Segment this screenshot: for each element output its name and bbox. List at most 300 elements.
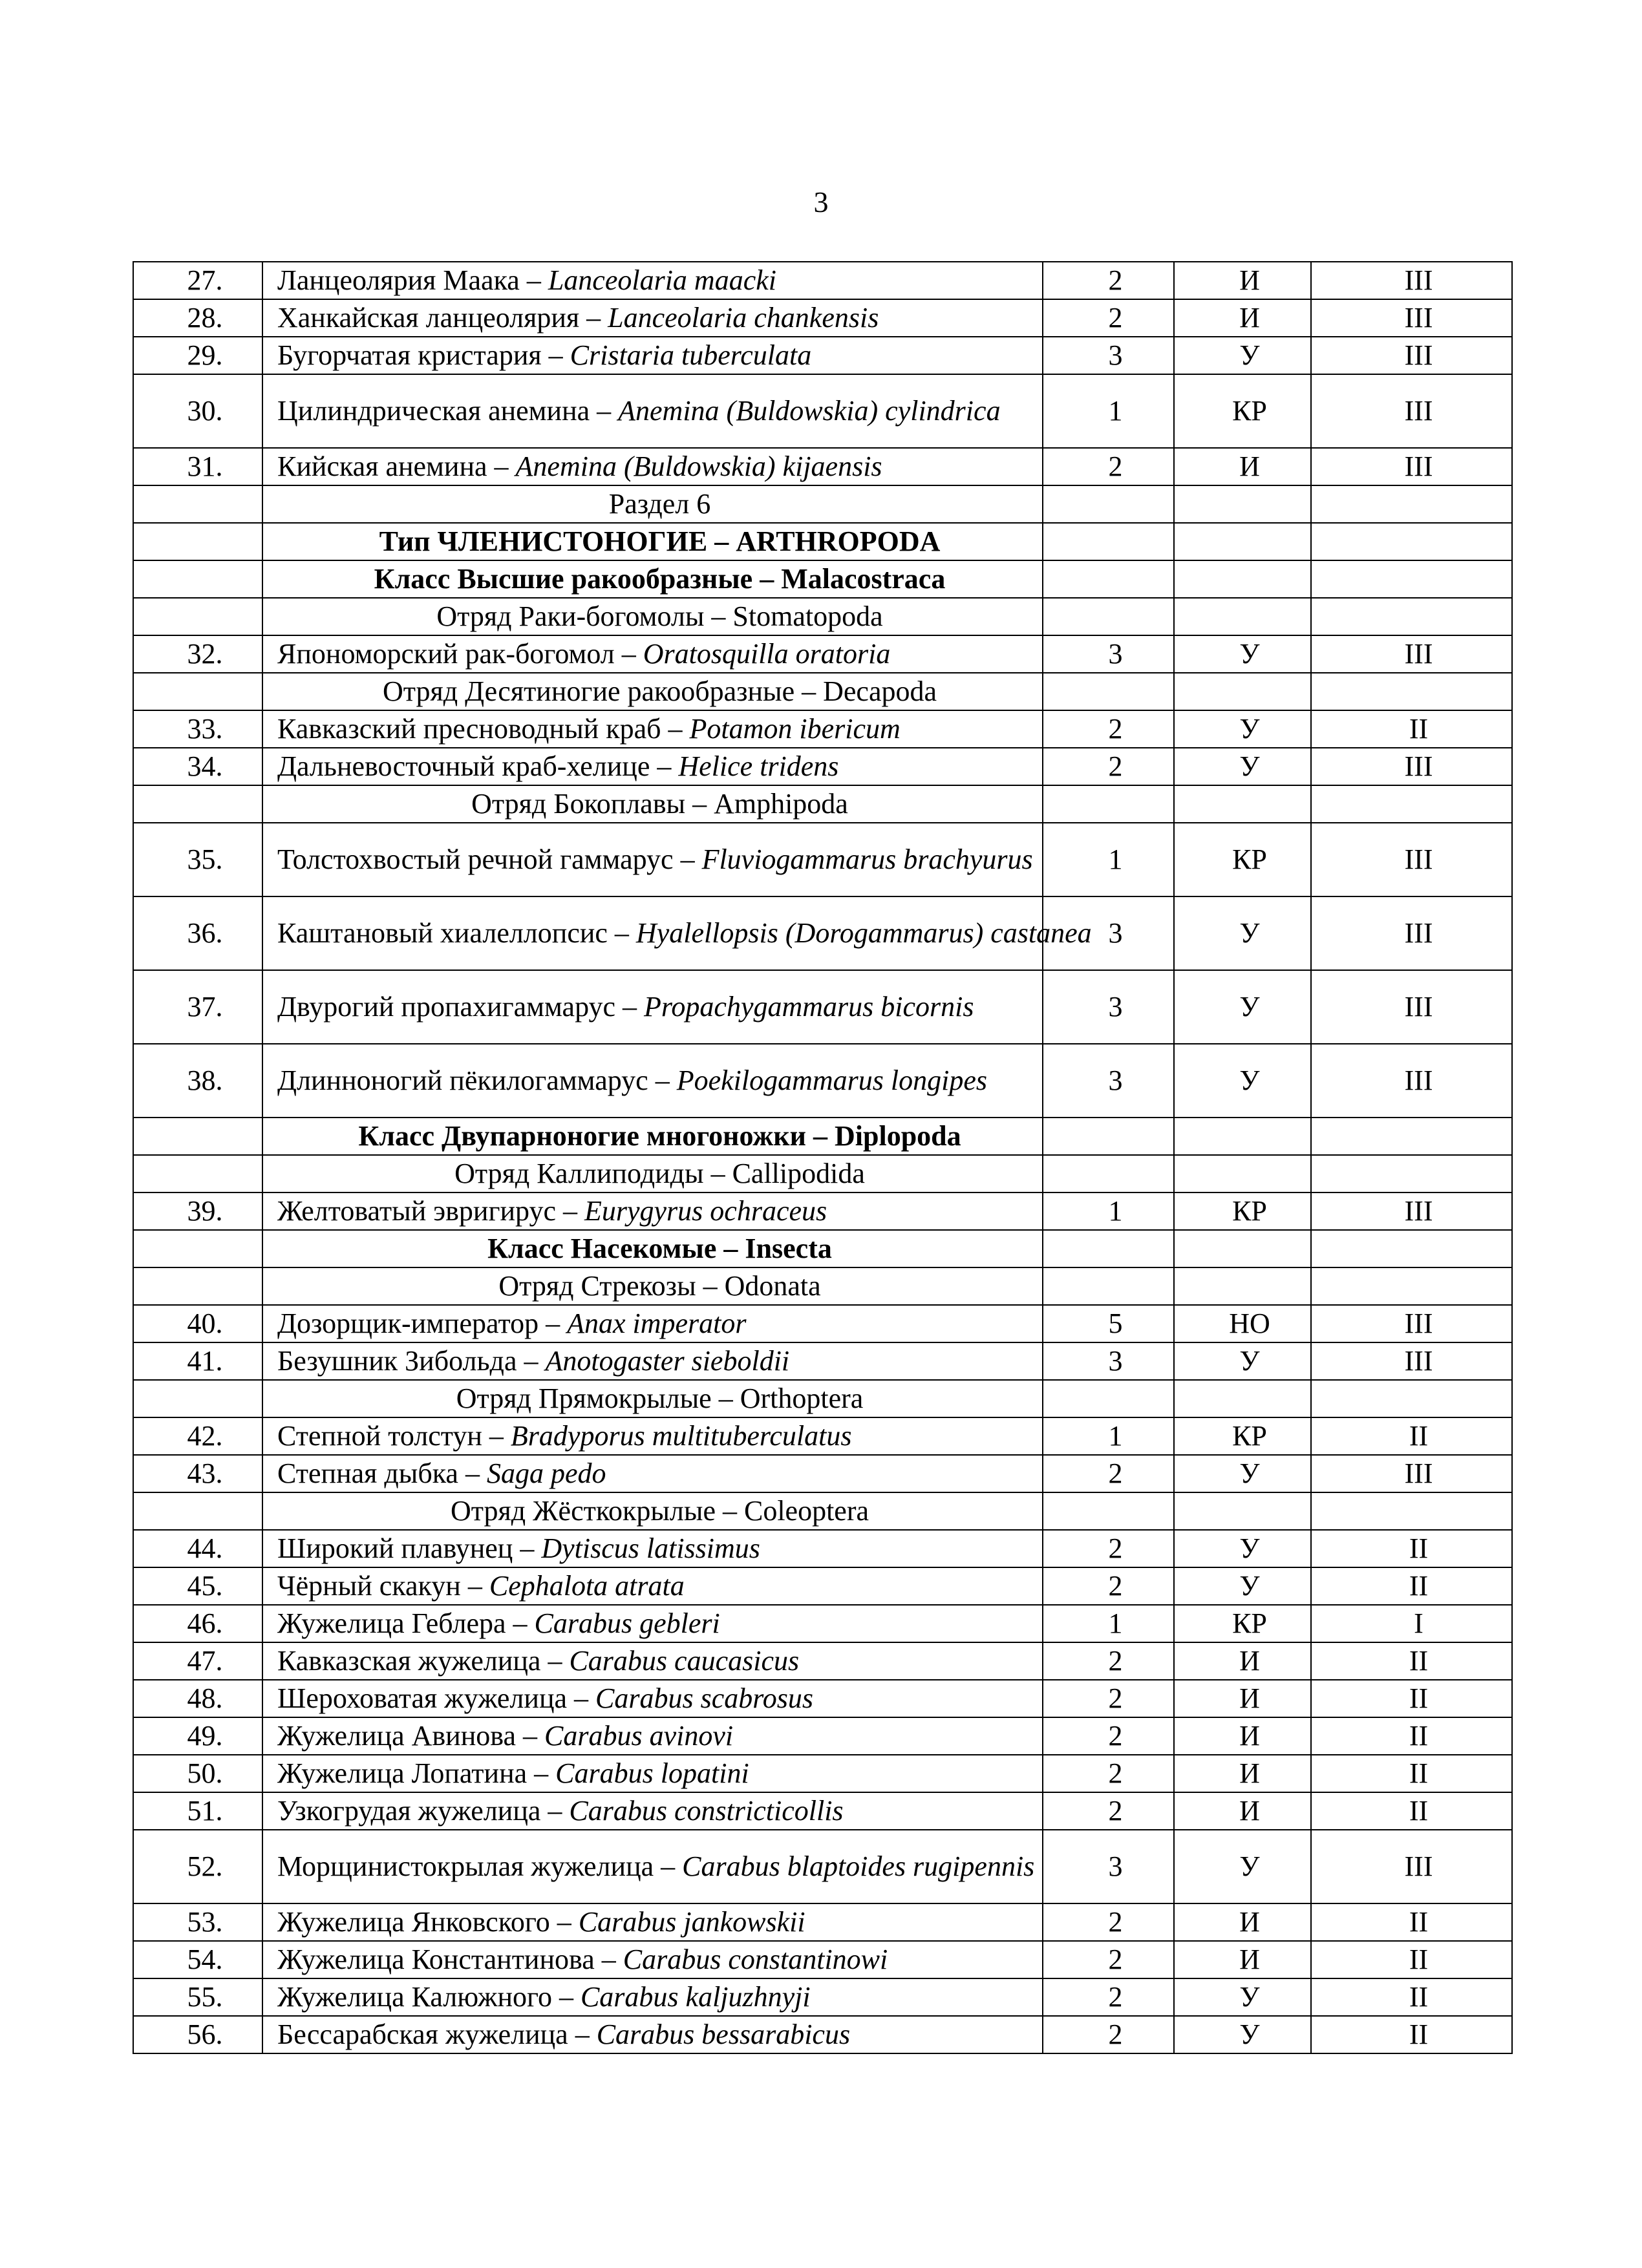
- row-number: 49.: [133, 1717, 262, 1755]
- species-name: [262, 1455, 1043, 1492]
- rarity-category: 3: [1043, 1830, 1174, 1903]
- empty-cell: [1043, 598, 1174, 635]
- empty-cell: [1311, 1267, 1512, 1305]
- protection-level: II: [1311, 1680, 1512, 1717]
- species-latin-name: Lanceolaria chankensis: [608, 302, 879, 334]
- status-code: И: [1174, 1792, 1311, 1830]
- species-latin-name: Carabus lopatini: [555, 1757, 749, 1789]
- species-russian-name: Жужелица Авинова –: [277, 1720, 544, 1752]
- protection-level: II: [1311, 1567, 1512, 1605]
- protection-level: III: [1311, 970, 1512, 1044]
- species-latin-name: Carabus caucasicus: [569, 1645, 800, 1677]
- empty-cell: [1043, 1155, 1174, 1192]
- species-name: [262, 337, 1043, 374]
- species-row: [133, 1342, 1512, 1380]
- rarity-category: 1: [1043, 823, 1174, 896]
- species-name: [262, 635, 1043, 673]
- rarity-category: 2: [1043, 1567, 1174, 1605]
- species-russian-name: Жужелица Калюжного –: [277, 1981, 581, 2013]
- rarity-category: 2: [1043, 710, 1174, 748]
- empty-cell: [1174, 785, 1311, 823]
- status-code: КР: [1174, 1605, 1311, 1642]
- species-name: [262, 1530, 1043, 1567]
- status-code: У: [1174, 1530, 1311, 1567]
- species-russian-name: Степной толстун –: [277, 1420, 511, 1452]
- species-latin-name: Eurygyrus ochraceus: [584, 1195, 827, 1227]
- species-latin-name: Lanceolaria maacki: [548, 264, 776, 296]
- species-russian-name: Кавказская жужелица –: [277, 1645, 570, 1677]
- species-russian-name: Степная дыбка –: [277, 1457, 487, 1489]
- empty-cell: [133, 1380, 262, 1417]
- species-latin-name: Saga pedo: [486, 1457, 606, 1489]
- species-name: [262, 1978, 1043, 2016]
- species-table-body: [133, 262, 1512, 2053]
- species-russian-name: Безушник Зибольда –: [277, 1345, 546, 1377]
- species-russian-name: Жужелица Янковского –: [277, 1906, 579, 1938]
- section-heading-row: [133, 1267, 1512, 1305]
- status-code: КР: [1174, 1192, 1311, 1230]
- rarity-category: 3: [1043, 337, 1174, 374]
- species-row: [133, 337, 1512, 374]
- species-name: [262, 1342, 1043, 1380]
- row-number: 31.: [133, 448, 262, 485]
- species-row: [133, 374, 1512, 448]
- protection-level: II: [1311, 1717, 1512, 1755]
- species-name: [262, 1305, 1043, 1342]
- empty-cell: [1174, 673, 1311, 710]
- species-row: [133, 1717, 1512, 1755]
- row-number: 43.: [133, 1455, 262, 1492]
- species-row: [133, 1305, 1512, 1342]
- species-russian-name: Цилиндрическая анемина –: [277, 395, 619, 427]
- species-row: [133, 448, 1512, 485]
- row-number: 41.: [133, 1342, 262, 1380]
- species-row: [133, 1530, 1512, 1567]
- species-russian-name: Япономорский рак-богомол –: [277, 638, 643, 670]
- empty-cell: [1043, 1267, 1174, 1305]
- section-heading: Отряд Каллиподиды – Callipodida: [262, 1155, 1043, 1192]
- species-name: [262, 1903, 1043, 1941]
- species-russian-name: Ланцеолярия Маака –: [277, 264, 548, 296]
- status-code: И: [1174, 1903, 1311, 1941]
- row-number: 39.: [133, 1192, 262, 1230]
- empty-cell: [1311, 1155, 1512, 1192]
- empty-cell: [1043, 1492, 1174, 1530]
- species-latin-name: Propachygammarus bicornis: [644, 991, 974, 1023]
- species-row: [133, 2016, 1512, 2053]
- species-latin-name: Carabus avinovi: [544, 1720, 734, 1752]
- species-name: [262, 1941, 1043, 1978]
- status-code: И: [1174, 1941, 1311, 1978]
- protection-level: I: [1311, 1605, 1512, 1642]
- protection-level: III: [1311, 748, 1512, 785]
- section-heading: Отряд Раки-богомолы – Stomatopoda: [262, 598, 1043, 635]
- row-number: 35.: [133, 823, 262, 896]
- rarity-category: 3: [1043, 896, 1174, 970]
- species-latin-name: Anemina (Buldowskia) cylindrica: [618, 395, 1001, 427]
- protection-level: III: [1311, 1342, 1512, 1380]
- status-code: И: [1174, 1755, 1311, 1792]
- row-number: 40.: [133, 1305, 262, 1342]
- section-heading-row: [133, 523, 1512, 560]
- row-number: 38.: [133, 1044, 262, 1118]
- empty-cell: [1311, 560, 1512, 598]
- protection-level: II: [1311, 1978, 1512, 2016]
- species-latin-name: Bradyporus multituberculatus: [510, 1420, 852, 1452]
- species-row: [133, 1455, 1512, 1492]
- rarity-category: 1: [1043, 1417, 1174, 1455]
- status-code: И: [1174, 1717, 1311, 1755]
- row-number: 33.: [133, 710, 262, 748]
- status-code: КР: [1174, 823, 1311, 896]
- section-heading: Отряд Десятиногие ракообразные – Decapoda: [262, 673, 1043, 710]
- section-heading: Раздел 6: [262, 485, 1043, 523]
- status-code: И: [1174, 299, 1311, 337]
- row-number: 55.: [133, 1978, 262, 2016]
- section-heading-row: [133, 560, 1512, 598]
- rarity-category: 3: [1043, 635, 1174, 673]
- species-russian-name: Длинноногий пёкилогаммарус –: [277, 1065, 677, 1096]
- rarity-category: 2: [1043, 1717, 1174, 1755]
- rarity-category: 2: [1043, 1642, 1174, 1680]
- protection-level: II: [1311, 1530, 1512, 1567]
- species-latin-name: Anotogaster sieboldii: [545, 1345, 790, 1377]
- species-name: [262, 1642, 1043, 1680]
- row-number: 47.: [133, 1642, 262, 1680]
- status-code: У: [1174, 1978, 1311, 2016]
- section-heading-row: [133, 485, 1512, 523]
- species-name: [262, 1830, 1043, 1903]
- status-code: И: [1174, 262, 1311, 299]
- status-code: У: [1174, 1830, 1311, 1903]
- empty-cell: [1174, 1118, 1311, 1155]
- empty-cell: [1043, 523, 1174, 560]
- protection-level: III: [1311, 448, 1512, 485]
- protection-level: III: [1311, 1305, 1512, 1342]
- species-russian-name: Чёрный скакун –: [277, 1570, 489, 1602]
- empty-cell: [1311, 673, 1512, 710]
- empty-cell: [133, 560, 262, 598]
- rarity-category: 2: [1043, 748, 1174, 785]
- rarity-category: 1: [1043, 374, 1174, 448]
- protection-level: III: [1311, 1192, 1512, 1230]
- status-code: И: [1174, 1642, 1311, 1680]
- species-russian-name: Шероховатая жужелица –: [277, 1682, 596, 1714]
- species-row: [133, 262, 1512, 299]
- empty-cell: [133, 1492, 262, 1530]
- empty-cell: [1311, 523, 1512, 560]
- section-heading: Отряд Жёсткокрылые – Coleoptera: [262, 1492, 1043, 1530]
- row-number: 44.: [133, 1530, 262, 1567]
- species-row: [133, 1192, 1512, 1230]
- empty-cell: [1174, 523, 1311, 560]
- species-name: [262, 1192, 1043, 1230]
- protection-level: III: [1311, 1830, 1512, 1903]
- section-heading: Отряд Прямокрылые – Orthoptera: [262, 1380, 1043, 1417]
- species-russian-name: Желтоватый эвригирус –: [277, 1195, 584, 1227]
- row-number: 56.: [133, 2016, 262, 2053]
- rarity-category: 3: [1043, 1342, 1174, 1380]
- protection-level: III: [1311, 1044, 1512, 1118]
- species-row: [133, 710, 1512, 748]
- rarity-category: 2: [1043, 1680, 1174, 1717]
- row-number: 32.: [133, 635, 262, 673]
- species-name: [262, 1044, 1043, 1118]
- section-heading-row: [133, 673, 1512, 710]
- species-name: [262, 448, 1043, 485]
- status-code: У: [1174, 2016, 1311, 2053]
- row-number: 27.: [133, 262, 262, 299]
- species-name: [262, 896, 1092, 970]
- rarity-category: 2: [1043, 448, 1174, 485]
- protection-level: III: [1311, 635, 1512, 673]
- species-row: [133, 1605, 1512, 1642]
- empty-cell: [1311, 1380, 1512, 1417]
- protection-level: II: [1311, 2016, 1512, 2053]
- protection-level: III: [1311, 896, 1512, 970]
- status-code: НО: [1174, 1305, 1311, 1342]
- species-latin-name: Anemina (Buldowskia) kijaensis: [515, 450, 882, 482]
- species-row: [133, 1903, 1512, 1941]
- row-number: 42.: [133, 1417, 262, 1455]
- empty-cell: [1174, 1230, 1311, 1267]
- rarity-category: 2: [1043, 1455, 1174, 1492]
- protection-level: II: [1311, 710, 1512, 748]
- species-latin-name: Carabus jankowskii: [578, 1906, 805, 1938]
- rarity-category: 2: [1043, 1792, 1174, 1830]
- species-row: [133, 1792, 1512, 1830]
- empty-cell: [133, 785, 262, 823]
- section-heading-row: [133, 1118, 1512, 1155]
- status-code: У: [1174, 970, 1311, 1044]
- rarity-category: 2: [1043, 1755, 1174, 1792]
- section-heading-row: [133, 598, 1512, 635]
- section-heading: Класс Насекомые – Insecta: [262, 1230, 1043, 1267]
- rarity-category: 2: [1043, 299, 1174, 337]
- species-russian-name: Жужелица Геблера –: [277, 1607, 535, 1639]
- empty-cell: [1174, 1492, 1311, 1530]
- protection-level: III: [1311, 262, 1512, 299]
- empty-cell: [133, 673, 262, 710]
- status-code: КР: [1174, 374, 1311, 448]
- rarity-category: 2: [1043, 1941, 1174, 1978]
- species-latin-name: Carabus gebleri: [534, 1607, 720, 1639]
- section-heading: Тип ЧЛЕНИСТОНОГИЕ – ARTHROPODA: [262, 523, 1043, 560]
- species-name: [262, 1792, 1043, 1830]
- species-row: [133, 1978, 1512, 2016]
- species-latin-name: Carabus scabrosus: [595, 1682, 813, 1714]
- row-number: 29.: [133, 337, 262, 374]
- species-table: [133, 261, 1513, 2054]
- species-russian-name: Кавказский пресноводный краб –: [277, 713, 690, 745]
- empty-cell: [1311, 1230, 1512, 1267]
- empty-cell: [1311, 785, 1512, 823]
- section-heading-row: [133, 1230, 1512, 1267]
- protection-level: III: [1311, 1455, 1512, 1492]
- section-heading: Класс Двупарноногие многоножки – Diplopoda: [262, 1118, 1043, 1155]
- row-number: 46.: [133, 1605, 262, 1642]
- species-row: [133, 1680, 1512, 1717]
- species-latin-name: Hyalellopsis (Dorogammarus) castanea: [635, 917, 1092, 949]
- status-code: У: [1174, 1342, 1311, 1380]
- protection-level: III: [1311, 374, 1512, 448]
- species-russian-name: Широкий плавунец –: [277, 1532, 542, 1564]
- species-russian-name: Каштановый хиалеллопсис –: [277, 917, 636, 949]
- section-heading: Класс Высшие ракообразные – Malacostraca: [262, 560, 1043, 598]
- species-latin-name: Carabus constricticollis: [569, 1795, 844, 1827]
- species-name: [262, 1417, 1043, 1455]
- empty-cell: [1174, 1267, 1311, 1305]
- species-row: [133, 748, 1512, 785]
- protection-level: II: [1311, 1792, 1512, 1830]
- status-code: КР: [1174, 1417, 1311, 1455]
- rarity-category: 2: [1043, 1978, 1174, 2016]
- section-heading: Отряд Стрекозы – Odonata: [262, 1267, 1043, 1305]
- section-heading-row: [133, 1155, 1512, 1192]
- empty-cell: [133, 1267, 262, 1305]
- species-latin-name: Poekilogammarus longipes: [676, 1065, 987, 1096]
- species-row: [133, 970, 1512, 1044]
- row-number: 48.: [133, 1680, 262, 1717]
- species-latin-name: Helice tridens: [678, 750, 839, 782]
- species-russian-name: Дозорщик-император –: [277, 1308, 568, 1339]
- status-code: У: [1174, 337, 1311, 374]
- protection-level: II: [1311, 1941, 1512, 1978]
- empty-cell: [1311, 485, 1512, 523]
- species-russian-name: Бессарабская жужелица –: [277, 2019, 597, 2050]
- species-russian-name: Жужелица Лопатина –: [277, 1757, 556, 1789]
- species-name: [262, 1567, 1043, 1605]
- status-code: У: [1174, 635, 1311, 673]
- protection-level: III: [1311, 823, 1512, 896]
- species-name: [262, 823, 1043, 896]
- empty-cell: [1043, 1230, 1174, 1267]
- row-number: 45.: [133, 1567, 262, 1605]
- species-name: [262, 1755, 1043, 1792]
- species-russian-name: Двурогий пропахигаммарус –: [277, 991, 645, 1023]
- row-number: 51.: [133, 1792, 262, 1830]
- rarity-category: 1: [1043, 1605, 1174, 1642]
- species-russian-name: Жужелица Константинова –: [277, 1944, 623, 1975]
- rarity-category: 5: [1043, 1305, 1174, 1342]
- species-row: [133, 1830, 1512, 1903]
- protection-level: II: [1311, 1903, 1512, 1941]
- empty-cell: [133, 1155, 262, 1192]
- status-code: У: [1174, 710, 1311, 748]
- section-heading-row: [133, 785, 1512, 823]
- section-heading: Отряд Бокоплавы – Amphipoda: [262, 785, 1043, 823]
- protection-level: II: [1311, 1755, 1512, 1792]
- species-russian-name: Кийская анемина –: [277, 450, 516, 482]
- species-russian-name: Узкогрудая жужелица –: [277, 1795, 570, 1827]
- species-row: [133, 635, 1512, 673]
- species-name: [262, 970, 1043, 1044]
- row-number: 34.: [133, 748, 262, 785]
- empty-cell: [1311, 1492, 1512, 1530]
- species-latin-name: Carabus blaptoides rugipennis: [682, 1850, 1035, 1882]
- status-code: И: [1174, 448, 1311, 485]
- species-name: [262, 262, 1043, 299]
- species-russian-name: Толстохвостый речной гаммарус –: [277, 843, 702, 875]
- row-number: 36.: [133, 896, 262, 970]
- protection-level: II: [1311, 1642, 1512, 1680]
- species-name: [262, 1680, 1043, 1717]
- empty-cell: [1311, 598, 1512, 635]
- empty-cell: [1043, 785, 1174, 823]
- empty-cell: [133, 1230, 262, 1267]
- empty-cell: [1043, 560, 1174, 598]
- empty-cell: [1174, 598, 1311, 635]
- species-latin-name: Cristaria tuberculata: [570, 339, 812, 371]
- species-row: [133, 1567, 1512, 1605]
- rarity-category: 2: [1043, 2016, 1174, 2053]
- empty-cell: [133, 485, 262, 523]
- status-code: У: [1174, 748, 1311, 785]
- empty-cell: [133, 598, 262, 635]
- species-row: [133, 896, 1512, 970]
- species-row: [133, 1642, 1512, 1680]
- empty-cell: [133, 523, 262, 560]
- empty-cell: [1174, 1155, 1311, 1192]
- species-row: [133, 299, 1512, 337]
- species-latin-name: Fluviogammarus brachyurus: [701, 843, 1033, 875]
- status-code: У: [1174, 1455, 1311, 1492]
- species-name: [262, 299, 1043, 337]
- status-code: И: [1174, 1680, 1311, 1717]
- species-latin-name: Carabus constantinowi: [623, 1944, 888, 1975]
- species-latin-name: Carabus bessarabicus: [596, 2019, 851, 2050]
- empty-cell: [1311, 1118, 1512, 1155]
- row-number: 53.: [133, 1903, 262, 1941]
- row-number: 28.: [133, 299, 262, 337]
- empty-cell: [1043, 1118, 1174, 1155]
- row-number: 50.: [133, 1755, 262, 1792]
- protection-level: III: [1311, 299, 1512, 337]
- species-latin-name: Oratosquilla oratoria: [643, 638, 891, 670]
- rarity-category: 1: [1043, 1192, 1174, 1230]
- species-latin-name: Cephalota atrata: [489, 1570, 685, 1602]
- page-number: 3: [813, 185, 829, 218]
- row-number: 54.: [133, 1941, 262, 1978]
- species-latin-name: Dytiscus latissimus: [541, 1532, 760, 1564]
- species-row: [133, 1941, 1512, 1978]
- empty-cell: [1174, 485, 1311, 523]
- empty-cell: [1174, 1380, 1311, 1417]
- species-row: [133, 1755, 1512, 1792]
- species-latin-name: Anax imperator: [567, 1308, 747, 1339]
- rarity-category: 2: [1043, 262, 1174, 299]
- rarity-category: 3: [1043, 1044, 1174, 1118]
- rarity-category: 3: [1043, 970, 1174, 1044]
- empty-cell: [133, 1118, 262, 1155]
- rarity-category: 2: [1043, 1903, 1174, 1941]
- species-latin-name: Potamon ibericum: [689, 713, 901, 745]
- protection-level: III: [1311, 337, 1512, 374]
- species-russian-name: Дальневосточный краб-хелице –: [277, 750, 679, 782]
- empty-cell: [1043, 485, 1174, 523]
- species-row: [133, 823, 1512, 896]
- section-heading-row: [133, 1492, 1512, 1530]
- species-latin-name: Carabus kaljuzhnyji: [580, 1981, 811, 2013]
- status-code: У: [1174, 1567, 1311, 1605]
- row-number: 30.: [133, 374, 262, 448]
- row-number: 37.: [133, 970, 262, 1044]
- status-code: У: [1174, 896, 1311, 970]
- species-name: [262, 710, 1043, 748]
- section-heading-row: [133, 1380, 1512, 1417]
- species-row: [133, 1044, 1512, 1118]
- species-russian-name: Бугорчатая кристария –: [277, 339, 570, 371]
